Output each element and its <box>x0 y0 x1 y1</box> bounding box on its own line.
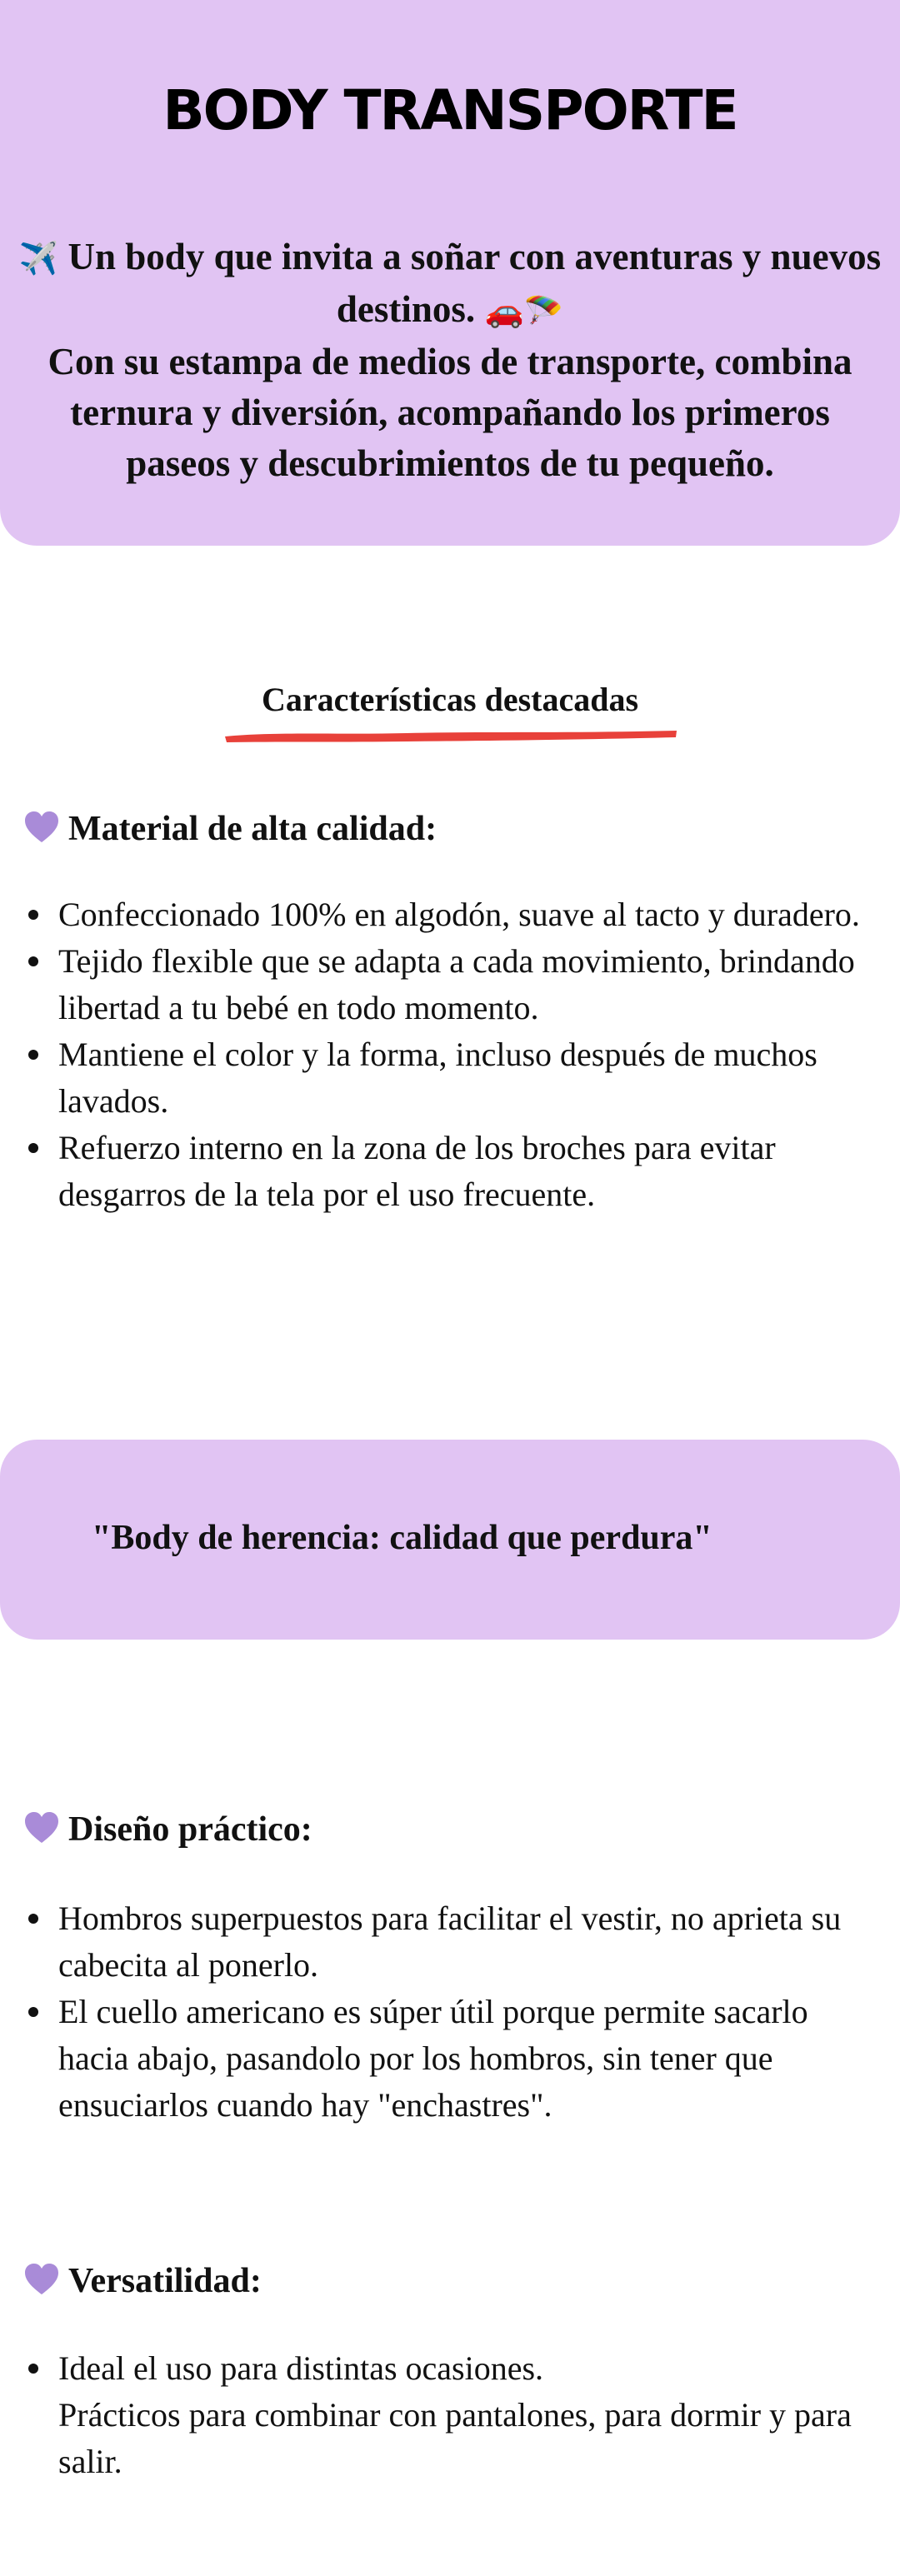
hero-intro-line1: Un body que invita a soñar con aventuras y nuevos destinos. <box>58 236 882 330</box>
material-title <box>23 806 873 852</box>
purple-heart-icon <box>23 1811 60 1845</box>
versatility-list <box>23 2345 882 2485</box>
versatility-title <box>23 2258 873 2304</box>
purple-heart-icon <box>23 811 60 844</box>
design-list <box>23 1895 882 2129</box>
list-item: Confeccionado 100% en algodón, suave al tacto y duradero. <box>23 891 882 938</box>
hero-banner <box>0 0 900 546</box>
purple-heart-icon <box>23 2263 60 2296</box>
list-item: Tejido flexible que se adapta a cada movimiento, brindando libertad a tu bebé en todo momento. <box>23 938 882 1031</box>
design-title <box>23 1806 873 1853</box>
list-item: Refuerzo interno en la zona de los broches para evitar desgarros de la tela por el uso frecuente. <box>23 1125 882 1218</box>
list-item: Mantiene el color y la forma, incluso después de muchos lavados. <box>23 1031 882 1125</box>
hero-intro-line2: Con su estampa de medios de transporte, combina ternura y diversión, acompañando los primeros paseos y descubrimientos de tu pequeño. <box>48 341 852 484</box>
brush-underline <box>223 726 678 745</box>
versatility-title-label: Versatilidad: <box>68 2262 262 2300</box>
brush-underline-stroke <box>225 731 677 742</box>
quote-text: "Body de herencia: calidad que perdura" <box>92 1519 712 1557</box>
list-item: El cuello americano es súper útil porque permite sacarlo hacia abajo, pasandolo por los hombros, sin tener que ensuciarlos cuando hay "enchastres". <box>23 1989 882 2129</box>
list-item: Ideal el uso para distintas ocasiones. <box>23 2345 882 2392</box>
parachute-icon: 🪂 <box>523 292 564 329</box>
list-item: Hombros superpuestos para facilitar el vestir, no aprieta su cabecita al ponerlo. <box>23 1895 882 1989</box>
hero-description <box>17 232 883 489</box>
material-list <box>23 891 882 1218</box>
airplane-icon: ✈️ <box>18 240 59 277</box>
car-icon: 🚗 <box>484 292 524 329</box>
highlights-heading: Características destacadas <box>261 681 639 718</box>
page-title: BODY TRANSPORTE <box>162 78 738 142</box>
material-title-label: Material de alta calidad: <box>68 810 438 848</box>
design-title-label: Diseño práctico: <box>68 1810 312 1849</box>
list-item: Prácticos para combinar con pantalones, para dormir y para salir. <box>58 2396 852 2480</box>
